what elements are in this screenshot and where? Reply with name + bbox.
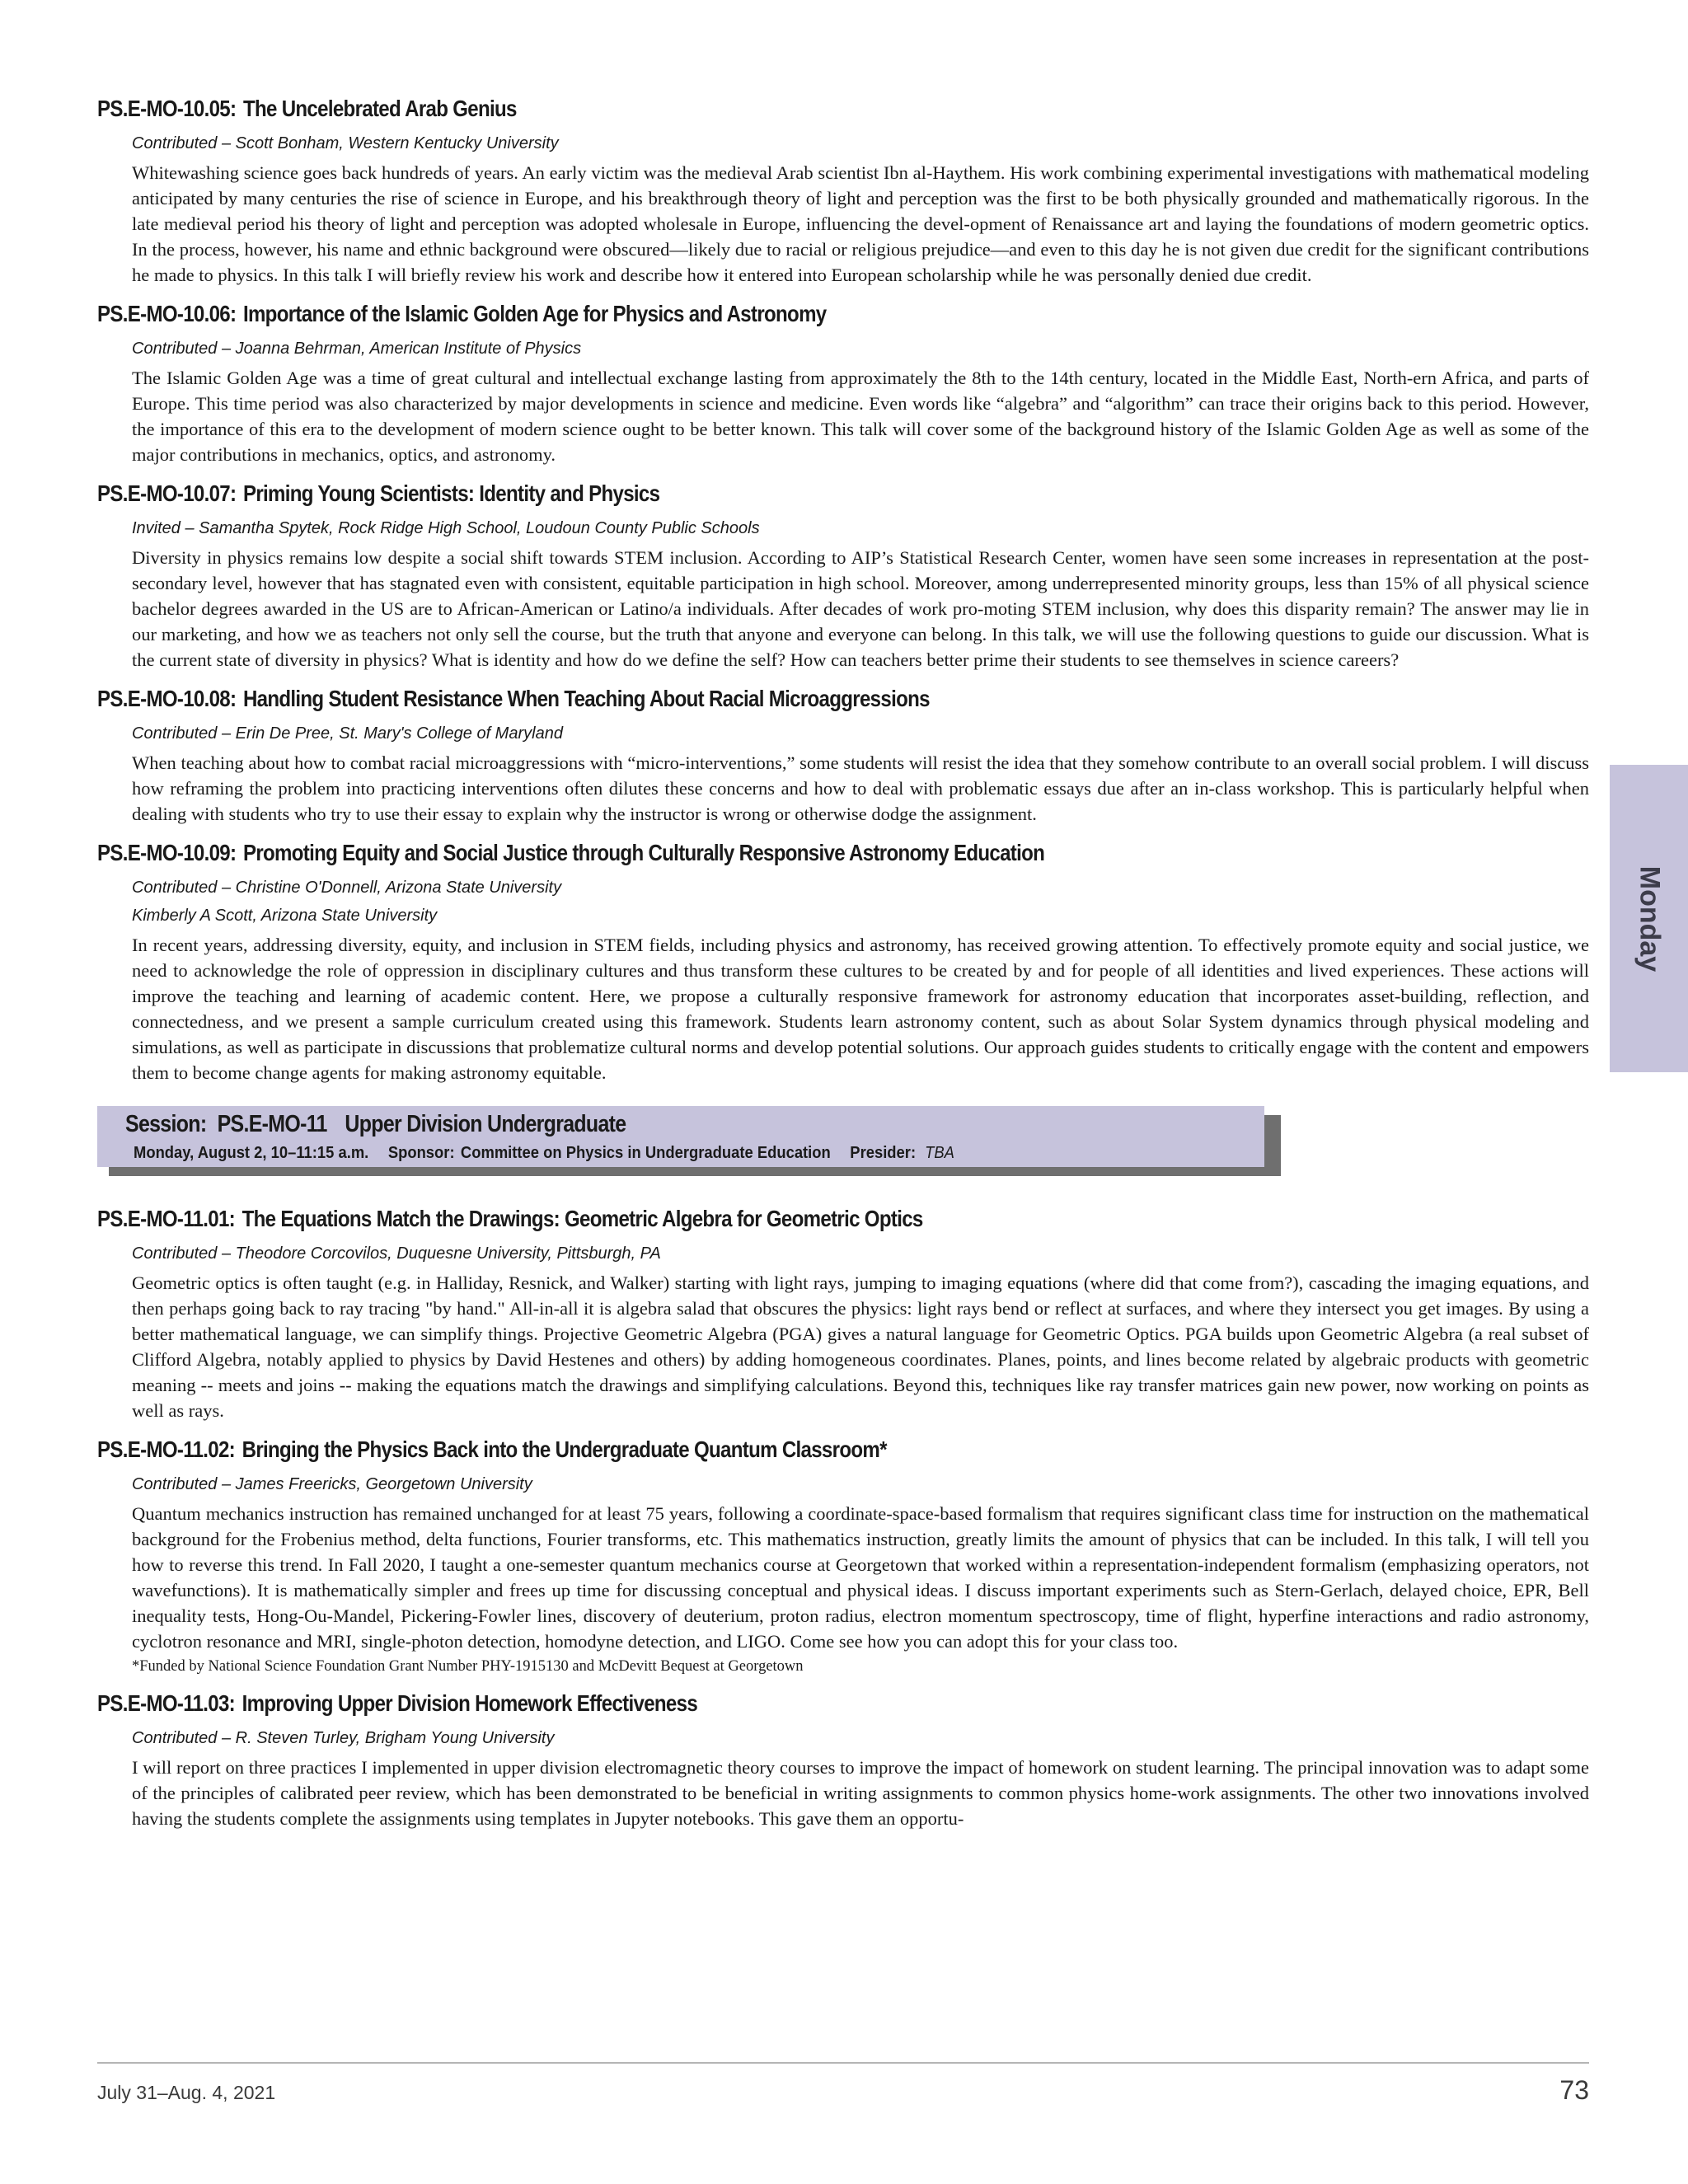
- abstract: [97, 1433, 1589, 1677]
- footer-rule: [97, 2062, 1589, 2064]
- abstract-body: Quantum mechanics instruction has remained unchanged for at least 75 years, following a coordinate-space-based formalism that requires significant class time for instruction on the mathematical background for the Frobenius method, delta functions, Fourier transforms, etc. This mathematics instruction, greatly limits the amount of physics that can be included. In this talk, I will tell you how to reverse this trend. In Fall 2020, I taught a one-semester quantum mechanics course at Georgetown that worked within a representation-independent formalism (emphasizing operators, not wavefunctions). It is mathematically simpler and frees up time for discussing conceptual and physical ideas. I discuss important experiments such as Stern-Gerlach, delayed choice, EPR, Bell inequality tests, Hong-Ou-Mandel, Pickering-Fowler lines, discovery of deuterium, proton radius, electron momentum spectroscopy, time of flight, hyperfine interactions and radio astronomy, cyclotron resonance and MRI, single-photon detection, homodyne detection, and LIGO. Come see how you can adopt this for your class too.: [132, 1503, 1589, 1652]
- abstract: [97, 682, 1589, 827]
- abstract-code: PS.E-MO-10.08:: [97, 686, 237, 711]
- abstract-title-text: Handling Student Resistance When Teaching About Racial Microaggressions: [242, 686, 930, 711]
- abstract-title-text: Improving Upper Division Homework Effectiveness: [241, 1690, 698, 1716]
- abstract-body: When teaching about how to combat racial microaggressions with “micro-interventions,” some students will resist the idea that they somehow contribute to an overall social problem. I will discuss how reframing the problem into practicing interventions often dilutes these concerns and how to deal with problematic essays due after an in-class workshop. This is particularly helpful when dealing with students who try to use their essay to explain why the instructor is wrong or otherwise dodge the assignment.: [132, 752, 1589, 824]
- session-name: Upper Division Undergraduate: [345, 1111, 626, 1137]
- session-date: Monday, August 2, 10–11:15 a.m.: [134, 1144, 369, 1162]
- abstract-title: [97, 1202, 1381, 1235]
- abstract-code: PS.E-MO-11.02:: [97, 1436, 236, 1462]
- abstract: [97, 92, 1589, 288]
- abstract-byline: Contributed – James Freericks, Georgetown University: [132, 1475, 532, 1493]
- day-tab: [1610, 765, 1688, 1072]
- abstract-title-text: Promoting Equity and Social Justice through Culturally Responsive Astronomy Education: [242, 840, 1045, 865]
- abstract-title: [97, 837, 1381, 869]
- abstract-byline: Contributed – Christine O'Donnell, Arizona State University: [132, 879, 562, 897]
- abstract: [97, 1687, 1589, 1831]
- abstract-code: PS.E-MO-10.07:: [97, 480, 237, 506]
- abstract-code: PS.E-MO-10.09:: [97, 840, 237, 865]
- session-presider: [850, 1144, 969, 1162]
- abstract-code: PS.E-MO-11.03:: [97, 1690, 236, 1716]
- abstract-footnote: *Funded by National Science Foundation Grant Number PHY-1915130 and McDevitt Bequest at Georgetown: [132, 1658, 804, 1675]
- page-content: [97, 92, 1589, 1841]
- session-sponsor: [388, 1144, 831, 1162]
- abstract-body: Whitewashing science goes back hundreds of years. An early victim was the medieval Arab scientist Ibn al-Haythem. His work combining experimental investigations with mathematical modeling anticipated by many centuries the rise of science in Europe, and his breakthrough theory of light and perception was the first to be both physically grounded and mathematically rigorous. In the late medieval period his theory of light and perception was adopted wholesale in Europe, influencing the devel-opment of Renaissance art and laying the foundations of modern geometric optics. In the process, however, his name and ethnic background were obscured—likely due to racial or religious prejudice—and even to this day he is not given due credit for the significant contributions he made to physics. In this talk I will briefly review his work and describe how it entered into European scholarship while he was personally denied due credit.: [132, 162, 1589, 285]
- abstract: [97, 298, 1589, 467]
- sponsor-name: Committee on Physics in Undergraduate Education: [460, 1144, 831, 1162]
- abstract-code: PS.E-MO-11.01:: [97, 1206, 236, 1231]
- sponsor-label: Sponsor:: [387, 1144, 455, 1162]
- session-code: PS.E-MO-11: [217, 1111, 327, 1137]
- footer-date: July 31–Aug. 4, 2021: [97, 2082, 276, 2103]
- abstract-title-text: Priming Young Scientists: Identity and Physics: [242, 480, 660, 506]
- abstract-title: [97, 477, 1381, 510]
- presider-name: TBA: [925, 1144, 954, 1162]
- abstract-body: Geometric optics is often taught (e.g. in Halliday, Resnick, and Walker) starting with light rays, jumping to imaging equations (where did that come from?), cascading the imaging equations, and then perhaps going back to ray tracing "by hand." All-in-all it is algebra salad that obscures the physics: light rays bend or reflect at surfaces, and where they intersect you get images. By using a better mathematical language, we can simplify things. Projective Geometric Algebra (PGA) gives a natural language for Geometric Optics. PGA builds upon Geometric Algebra (a real subset of Clifford Algebra, notably applied to physics by David Hestenes and others) by adding homogeneous coordinates. Planes, points, and lines become related by algebraic products with geometric meaning -- meets and joins -- making the equations match the drawings and simplifying calculations. Beyond this, techniques like ray transfer matrices gain new power, now working on points as well as rays.: [132, 1272, 1589, 1421]
- day-tab-label: Monday: [1634, 865, 1665, 972]
- presider-label: Presider:: [850, 1144, 917, 1162]
- session-label: Session:: [125, 1111, 207, 1137]
- abstract-title: [97, 1687, 1381, 1720]
- abstract-byline: Kimberly A Scott, Arizona State University: [132, 907, 438, 925]
- abstract-byline: Invited – Samantha Spytek, Rock Ridge High School, Loudoun County Public Schools: [132, 519, 760, 537]
- session-meta: [134, 1144, 985, 1163]
- abstract-code: PS.E-MO-10.06:: [97, 301, 237, 326]
- abstract-title: [97, 298, 1381, 330]
- abstract-title: [97, 682, 1381, 715]
- abstract-title-text: Importance of the Islamic Golden Age for Physics and Astronomy: [242, 301, 827, 326]
- session-title: [125, 1111, 626, 1138]
- abstract-byline: Contributed – R. Steven Turley, Brigham Young University: [132, 1729, 555, 1747]
- abstract-body: I will report on three practices I implemented in upper division electromagnetic theory courses to improve the impact of homework on student learning. The principal innovation was to adapt some of the principles of calibrated peer review, which has been demonstrated to be beneficial in writing assignments to common physics home-work assignments. The other two innovations involved having the students complete the assignments using templates in Jupyter notebooks. This gave them an opportu-: [132, 1757, 1589, 1829]
- abstract: [97, 477, 1589, 673]
- abstract-title: [97, 92, 1381, 125]
- abstract-byline: Contributed – Erin De Pree, St. Mary's College of Maryland: [132, 724, 563, 743]
- page-number: 73: [1559, 2075, 1589, 2105]
- abstract-list-monday-10: [97, 92, 1589, 1085]
- abstract-code: PS.E-MO-10.05:: [97, 96, 237, 121]
- session-banner-box: [97, 1104, 1264, 1167]
- abstract-title-text: The Uncelebrated Arab Genius: [242, 96, 517, 121]
- abstract: [97, 1202, 1589, 1423]
- abstract-body: Diversity in physics remains low despite a social shift towards STEM inclusion. According to AIP’s Statistical Research Center, women have seen some increases in representation at the post-secondary level, however that has stagnated even with consistent, equitable participation in high school. Moreover, among underrepresented minority groups, less than 15% of all physical science bachelor degrees awarded in the US are to African-American or Latino/a individuals. After decades of work pro-moting STEM inclusion, why does this disparity remain? The answer may lie in our marketing, and how we as teachers not only sell the course, but the truth that anyone and everyone can belong. In this talk, we will use the following questions to guide our discussion. What is the current state of diversity in physics? What is identity and how do we define the self? How can teachers better prime their students to see themselves in science careers?: [132, 547, 1589, 670]
- abstract-byline: Contributed – Theodore Corcovilos, Duquesne University, Pittsburgh, PA: [132, 1244, 661, 1263]
- abstract-body: In recent years, addressing diversity, equity, and inclusion in STEM fields, including physics and astronomy, has received growing attention. To effectively promote equity and social justice, we need to acknowledge the role of oppression in disciplinary cultures and thus transform these cultures to be created by and for people of all identities and lived experiences. These actions will improve the teaching and learning of academic content. Here, we propose a culturally responsive framework for astronomy education that incorporates asset-building, reflection, and connectedness, and we present a sample curriculum created using this framework. Students learn astronomy content, such as about Solar System dynamics through physical modeling and simulations, as well as participate in discussions that problematize cultural norms and develop potential solutions. Our approach guides students to critically engage with the content and empowers them to become change agents for making astronomy equitable.: [132, 935, 1589, 1083]
- abstract-title-text: Bringing the Physics Back into the Undergraduate Quantum Classroom*: [241, 1436, 887, 1462]
- abstract-body: The Islamic Golden Age was a time of great cultural and intellectual exchange lasting from approximately the 8th to the 14th century, located in the Middle East, North-ern Africa, and parts of Europe. This time period was also characterized by major developments in science and medicine. Even words like “algebra” and “algorithm” can trace their origins back to this period. However, the importance of this era to the development of modern science ought to be better known. This talk will cover some of the background history of the Islamic Golden Age as well as some of the major contributions in mechanics, optics, and astronomy.: [132, 368, 1589, 465]
- session-banner: [97, 1104, 1284, 1178]
- abstract-list-monday-11: [97, 1202, 1589, 1831]
- abstract: [97, 837, 1589, 1085]
- abstract-title: [97, 1433, 1381, 1466]
- abstract-title-text: The Equations Match the Drawings: Geometric Algebra for Geometric Optics: [241, 1206, 923, 1231]
- abstract-byline: Contributed – Scott Bonham, Western Kentucky University: [132, 134, 559, 152]
- abstract-byline: Contributed – Joanna Behrman, American Institute of Physics: [132, 340, 582, 358]
